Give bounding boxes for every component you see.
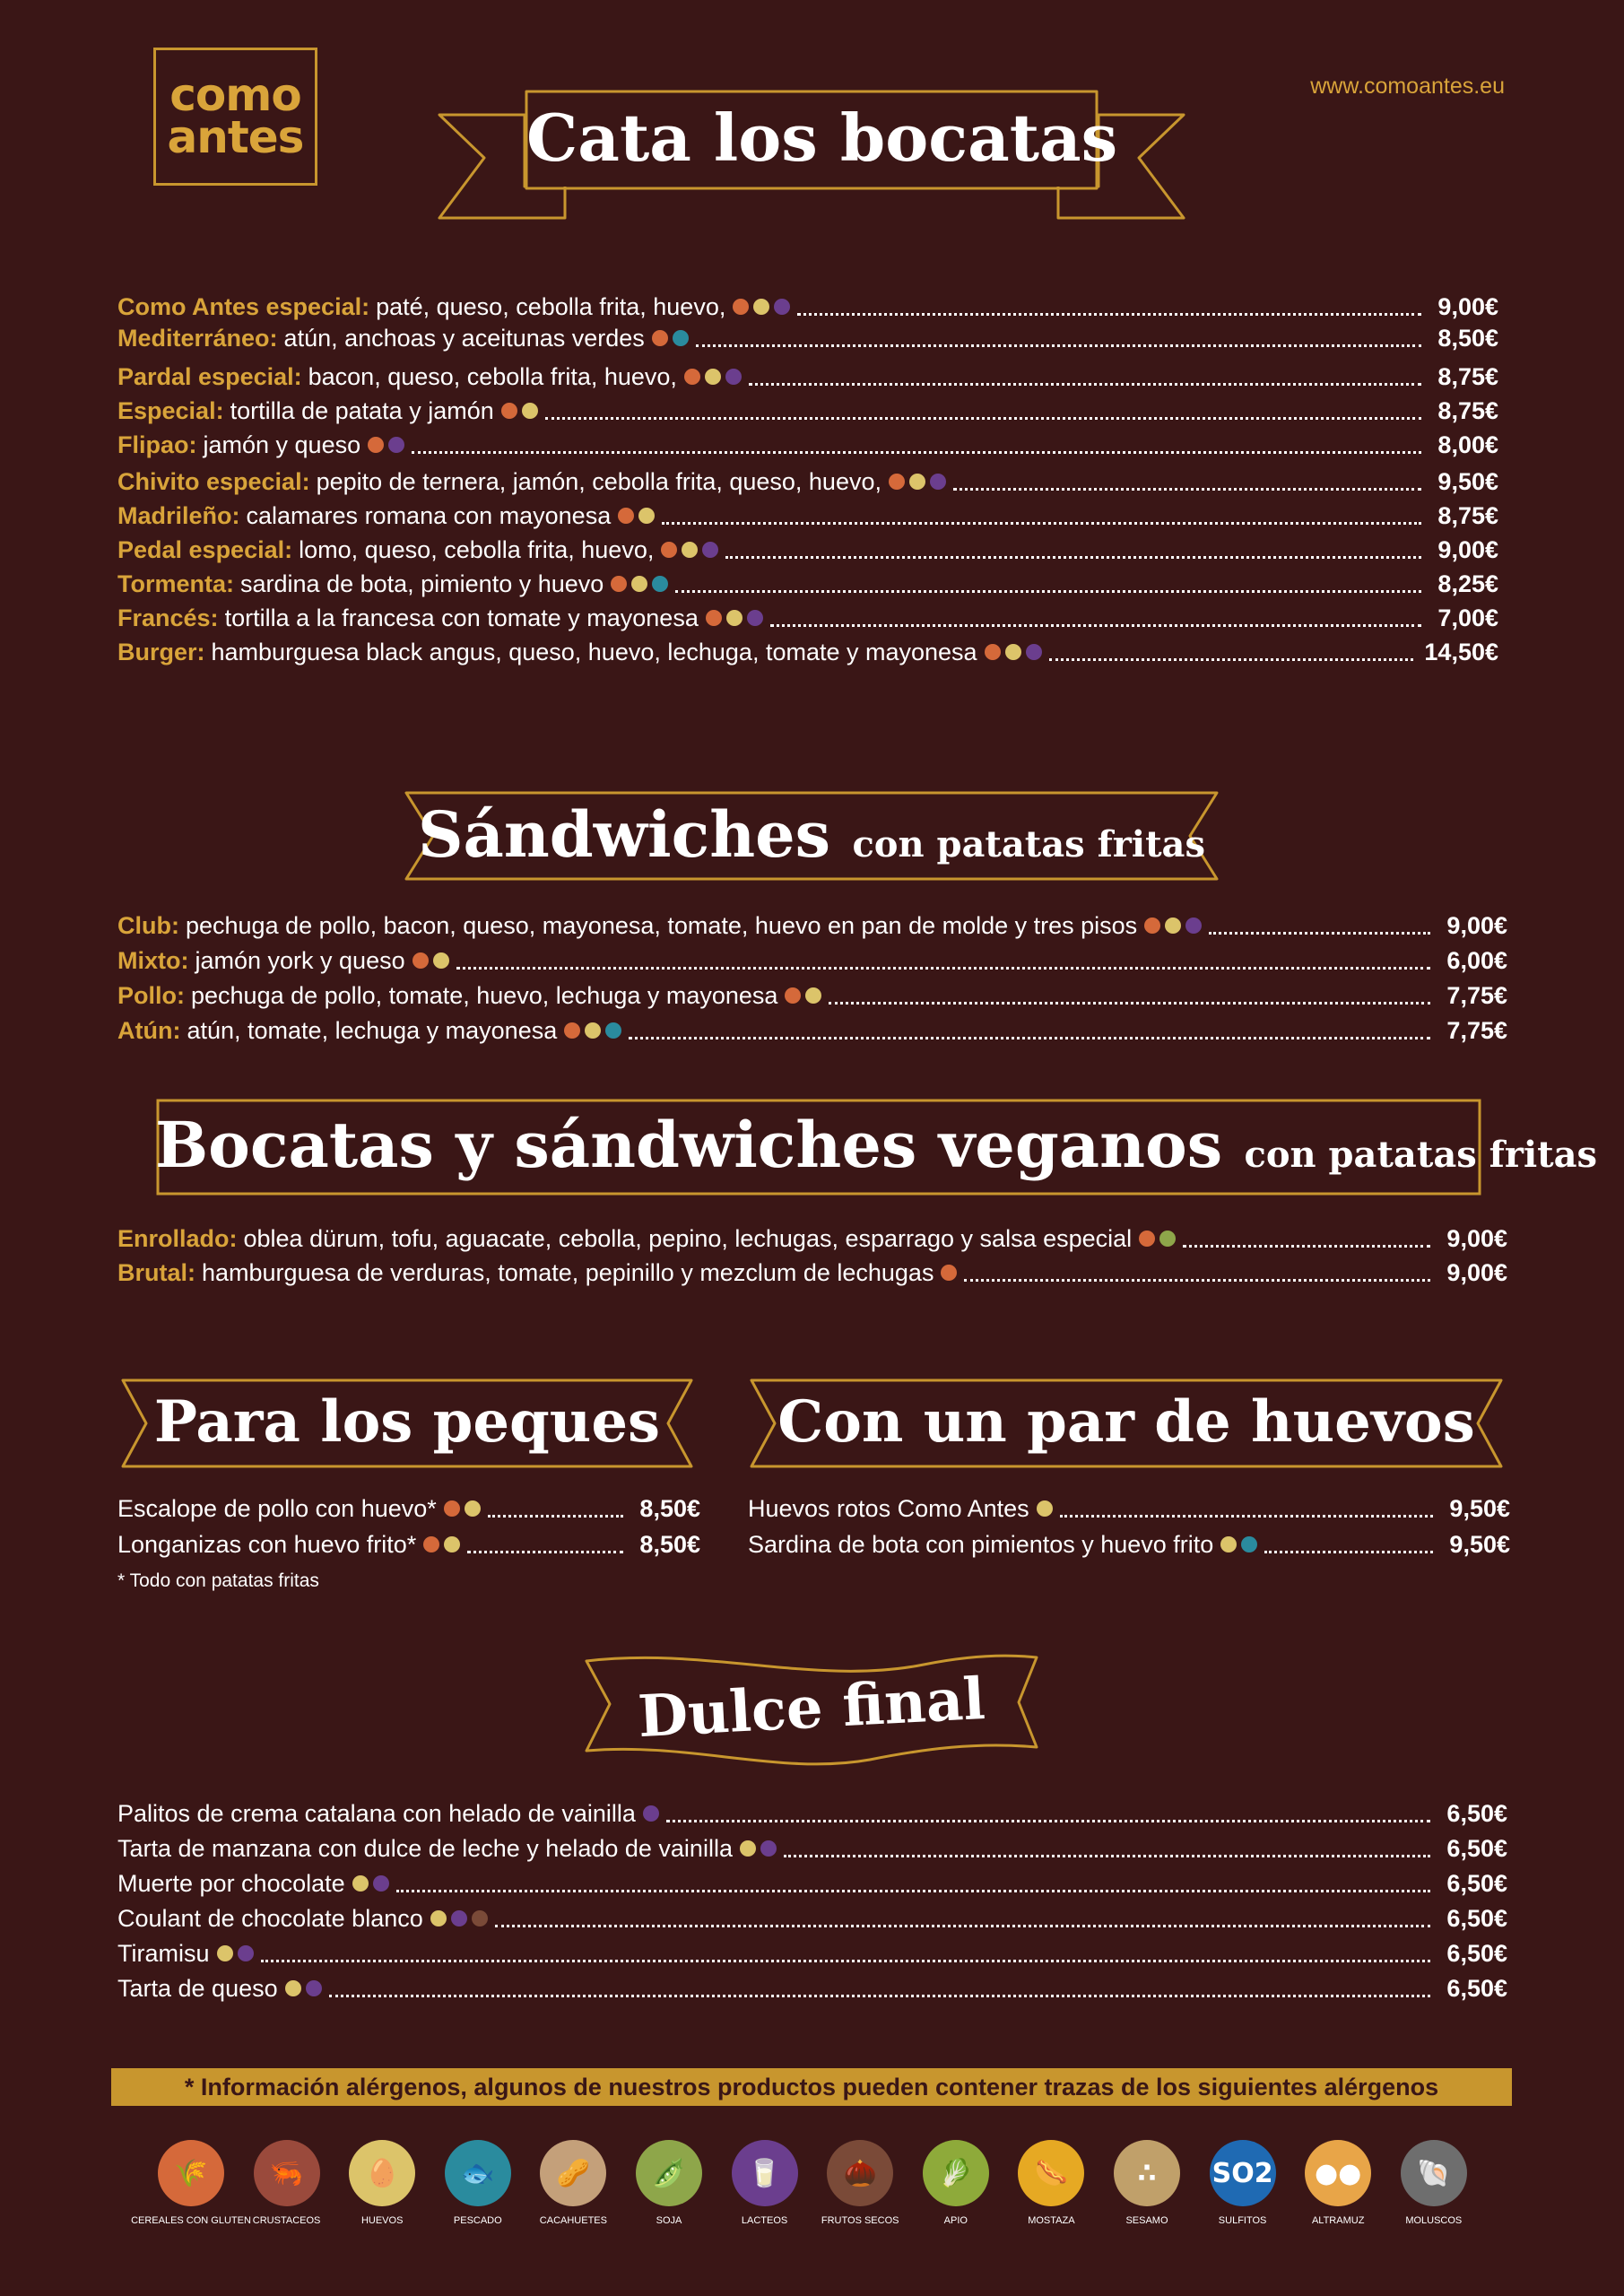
huevos-allergen-icon xyxy=(585,1022,601,1039)
menu-item-name: Burger: xyxy=(117,639,205,665)
menu-item xyxy=(117,500,1498,531)
gluten-allergen-icon xyxy=(684,369,700,385)
huevos-allergen-icon xyxy=(433,952,449,969)
allergen-label: CACAHUETES xyxy=(539,2215,607,2226)
menu-item-description: Coulant de chocolate blanco xyxy=(117,1905,423,1932)
allergen-legend-item xyxy=(1386,2140,1481,2226)
menu-item-price: 8,75€ xyxy=(1437,363,1498,390)
allergen-icons xyxy=(1037,1500,1053,1517)
dotted-leader xyxy=(412,451,1421,454)
menu-item xyxy=(117,637,1498,667)
lacteos-allergen-icon xyxy=(238,1945,254,1961)
dotted-leader xyxy=(1209,932,1430,935)
allergen-glyph: 🐚 xyxy=(1417,2157,1451,2189)
lacteos-allergen-icon xyxy=(388,437,404,453)
allergen-icons xyxy=(652,330,689,346)
dotted-leader xyxy=(396,1890,1430,1892)
frutos_secos-allergen-icon xyxy=(472,1910,488,1926)
allergen-label: MOLUSCOS xyxy=(1405,2215,1463,2226)
allergen-legend-item xyxy=(1003,2140,1099,2226)
dotted-leader xyxy=(467,1551,623,1553)
allergen-label: ALTRAMUZ xyxy=(1311,2215,1365,2226)
menu-item-description: Longanizas con huevo frito* xyxy=(117,1531,417,1558)
allergen-icons xyxy=(611,576,668,592)
lupin-icon xyxy=(1305,2140,1371,2206)
menu-item xyxy=(117,569,1498,599)
menu-item-name: Madrileño: xyxy=(117,502,240,529)
menu-item-price: 6,00€ xyxy=(1446,947,1507,974)
allergen-icons xyxy=(352,1875,389,1892)
menu-item xyxy=(117,945,1507,976)
menu-item-name: Brutal: xyxy=(117,1259,195,1286)
allergen-legend-item xyxy=(525,2140,621,2226)
title-peques: Para los peques xyxy=(153,1388,661,1456)
allergen-glyph: 🥚 xyxy=(365,2157,399,2189)
menu-item-name: Tormenta: xyxy=(117,570,235,597)
allergen-glyph: 🌾 xyxy=(174,2157,208,2189)
allergen-icons xyxy=(733,299,790,315)
huevos-allergen-icon xyxy=(631,576,647,592)
allergen-legend-item xyxy=(239,2140,334,2226)
dotted-leader xyxy=(456,967,1430,970)
dotted-leader xyxy=(662,522,1421,525)
menu-item xyxy=(117,1868,1507,1899)
allergen-glyph: ●● xyxy=(1315,2157,1362,2189)
peanut-icon xyxy=(540,2140,606,2206)
allergen-glyph: 🦐 xyxy=(269,2157,304,2189)
celery-icon xyxy=(923,2140,989,2206)
menu-item-price: 9,00€ xyxy=(1446,1225,1507,1252)
huevos-allergen-icon xyxy=(285,1980,301,1996)
logo-line-2: antes xyxy=(167,111,304,163)
menu-item-price: 6,50€ xyxy=(1446,1800,1507,1827)
fish-icon xyxy=(445,2140,511,2206)
huevos-allergen-icon xyxy=(1037,1500,1053,1517)
menu-item-description: bacon, queso, cebolla frita, huevo, xyxy=(308,363,677,390)
menu-item xyxy=(117,323,1498,353)
allergen-legend-item xyxy=(430,2140,525,2226)
menu-item xyxy=(117,430,1498,460)
allergen-legend-item xyxy=(908,2140,1003,2226)
peques-note: * Todo con patatas fritas xyxy=(117,1570,319,1591)
lacteos-allergen-icon xyxy=(760,1840,777,1857)
menu-item-price: 9,00€ xyxy=(1446,912,1507,939)
dotted-leader xyxy=(797,313,1421,316)
menu-item-description: pechuga de pollo, bacon, queso, mayonesa, tomate, huevo en pan de molde y tres pisos xyxy=(185,912,1138,939)
menu-item xyxy=(117,1903,1507,1934)
lacteos-allergen-icon xyxy=(373,1875,389,1892)
allergen-icons xyxy=(785,987,821,1004)
menu-item-description: paté, queso, cebolla frita, huevo, xyxy=(376,293,726,320)
huevos-allergen-icon xyxy=(1005,644,1021,660)
menu-item-price: 6,50€ xyxy=(1446,1940,1507,1967)
menu-item-price: 9,00€ xyxy=(1437,293,1498,320)
allergen-label: MOSTAZA xyxy=(1028,2215,1075,2226)
allergen-icons xyxy=(285,1980,322,1996)
menu-item-price: 6,50€ xyxy=(1446,1870,1507,1897)
allergen-icons xyxy=(643,1805,659,1822)
dotted-leader xyxy=(784,1855,1430,1857)
allergen-icons xyxy=(444,1500,481,1517)
menu-item xyxy=(117,1938,1507,1969)
menu-item-description: jamón york y queso xyxy=(195,947,405,974)
menu-item-name: Club: xyxy=(117,912,179,939)
huevos-allergen-icon xyxy=(352,1875,369,1892)
allergen-icons xyxy=(564,1022,621,1039)
allergen-legend-item xyxy=(621,2140,716,2226)
lacteos-allergen-icon xyxy=(930,474,946,490)
menu-item xyxy=(117,1493,700,1524)
menu-item-name: Especial: xyxy=(117,397,224,424)
gluten-allergen-icon xyxy=(661,542,677,558)
huevos-allergen-icon xyxy=(217,1945,233,1961)
allergen-icons xyxy=(740,1840,777,1857)
menu-item-price: 7,00€ xyxy=(1437,604,1498,631)
dotted-leader xyxy=(329,1995,1430,1997)
lacteos-allergen-icon xyxy=(702,542,718,558)
title-veganos xyxy=(155,1102,1598,1198)
allergen-icons xyxy=(413,952,449,969)
allergen-icons xyxy=(368,437,404,453)
allergen-icons xyxy=(1220,1536,1257,1552)
menu-item xyxy=(117,1973,1507,2004)
menu-item-price: 8,50€ xyxy=(639,1531,700,1558)
menu-item-description: pechuga de pollo, tomate, huevo, lechuga y mayonesa xyxy=(191,982,778,1009)
menu-item-price: 6,50€ xyxy=(1446,1905,1507,1932)
mustard-icon xyxy=(1018,2140,1084,2206)
sesame-icon xyxy=(1114,2140,1180,2206)
menu-item-description: Tarta de queso xyxy=(117,1975,278,2002)
allergen-label: SESAMO xyxy=(1125,2215,1168,2226)
menu-item-description: Sardina de bota con pimientos y huevo frito xyxy=(748,1531,1214,1558)
title-sandwiches-sub: con patatas fritas xyxy=(852,823,1205,865)
huevos-allergen-icon xyxy=(430,1910,447,1926)
title-sandwiches xyxy=(401,795,1222,885)
menu-item-price: 6,50€ xyxy=(1446,1835,1507,1862)
menu-item-name: Mixto: xyxy=(117,947,189,974)
menu-item-name: Enrollado: xyxy=(117,1225,238,1252)
huevos-allergen-icon xyxy=(909,474,925,490)
soy-icon xyxy=(636,2140,702,2206)
allergen-glyph: 🥜 xyxy=(556,2157,591,2189)
huevos-allergen-icon xyxy=(726,610,743,626)
menu-item-description: tortilla a la francesa con tomate y mayonesa xyxy=(224,604,699,631)
gluten-allergen-icon xyxy=(501,403,517,419)
allergen-legend-item xyxy=(1099,2140,1194,2226)
dotted-leader xyxy=(749,383,1421,386)
gluten-allergen-icon xyxy=(611,576,627,592)
allergen-icons xyxy=(661,542,718,558)
menu-item-description: hamburguesa black angus, queso, huevo, lechuga, tomate y mayonesa xyxy=(211,639,977,665)
allergen-icons xyxy=(618,508,655,524)
menu-item-description: Palitos de crema catalana con helado de vainilla xyxy=(117,1800,636,1827)
menu-item-price: 8,75€ xyxy=(1437,502,1498,529)
gluten-allergen-icon xyxy=(444,1500,460,1517)
dotted-leader xyxy=(261,1960,1430,1962)
menu-item-description: atún, tomate, lechuga y mayonesa xyxy=(187,1017,558,1044)
shell-icon xyxy=(1401,2140,1467,2206)
logo xyxy=(153,48,317,186)
menu-item-description: lomo, queso, cebolla frita, huevo, xyxy=(299,536,655,563)
logo-line-1: como xyxy=(169,69,301,121)
allergen-icons xyxy=(706,610,763,626)
menu-item xyxy=(117,361,1498,392)
menu-item-name: Francés: xyxy=(117,604,219,631)
menu-item xyxy=(748,1529,1510,1560)
dotted-leader xyxy=(1264,1551,1433,1553)
menu-item xyxy=(117,291,1498,322)
allergen-legend-item xyxy=(334,2140,430,2226)
menu-item xyxy=(117,910,1507,941)
huevos-allergen-icon xyxy=(805,987,821,1004)
title-huevos: Con un par de huevos xyxy=(777,1388,1475,1456)
menu-item xyxy=(117,535,1498,565)
dotted-leader xyxy=(829,1002,1430,1004)
menu-item-name: Pedal especial: xyxy=(117,536,293,563)
lacteos-allergen-icon xyxy=(747,610,763,626)
allergen-glyph: 🐟 xyxy=(461,2157,495,2189)
sulphite-icon xyxy=(1210,2140,1276,2206)
lacteos-allergen-icon xyxy=(451,1910,467,1926)
menu-item-description: Huevos rotos Como Antes xyxy=(748,1495,1029,1522)
dotted-leader xyxy=(1049,658,1414,661)
menu-item-description: Tarta de manzana con dulce de leche y helado de vainilla xyxy=(117,1835,733,1862)
menu-item-price: 7,75€ xyxy=(1446,1017,1507,1044)
menu-item-description: tortilla de patata y jamón xyxy=(230,397,494,424)
lacteos-allergen-icon xyxy=(643,1805,659,1822)
huevos-allergen-icon xyxy=(1165,918,1181,934)
menu-item-price: 9,50€ xyxy=(1449,1531,1510,1558)
menu-item-name: Atún: xyxy=(117,1017,181,1044)
shrimp-icon xyxy=(254,2140,320,2206)
milk-icon xyxy=(732,2140,798,2206)
dotted-leader xyxy=(1183,1245,1430,1248)
gluten-allergen-icon xyxy=(652,330,668,346)
allergen-icons xyxy=(501,403,538,419)
allergen-glyph: 🥛 xyxy=(747,2157,782,2189)
dotted-leader xyxy=(964,1279,1430,1282)
dotted-leader xyxy=(495,1925,1430,1927)
nut-icon xyxy=(827,2140,893,2206)
allergen-label: APIO xyxy=(943,2215,968,2226)
lacteos-allergen-icon xyxy=(725,369,742,385)
lacteos-allergen-icon xyxy=(306,1980,322,1996)
huevos-allergen-icon xyxy=(444,1536,460,1552)
pescado-allergen-icon xyxy=(673,330,689,346)
title-bocatas: Cata los bocatas xyxy=(526,100,1118,176)
dotted-leader xyxy=(545,417,1421,420)
menu-item-price: 6,50€ xyxy=(1446,1975,1507,2002)
menu-item xyxy=(117,1015,1507,1046)
allergen-icons xyxy=(1144,918,1202,934)
gluten-allergen-icon xyxy=(733,299,749,315)
gluten-allergen-icon xyxy=(1139,1231,1155,1247)
dotted-leader xyxy=(770,624,1421,627)
dotted-leader xyxy=(696,344,1421,347)
menu-item xyxy=(117,1833,1507,1864)
allergen-label: FRUTOS SECOS xyxy=(821,2215,899,2226)
gluten-allergen-icon xyxy=(889,474,905,490)
wheat-icon xyxy=(158,2140,224,2206)
gluten-allergen-icon xyxy=(706,610,722,626)
menu-item xyxy=(117,1223,1507,1254)
menu-item xyxy=(117,1529,700,1560)
menu-item xyxy=(117,1257,1507,1288)
allergen-label: SULFITOS xyxy=(1218,2215,1267,2226)
allergen-label: CRUSTACEOS xyxy=(252,2215,321,2226)
website-link[interactable]: www.comoantes.eu xyxy=(1310,74,1505,99)
title-veganos-main: Bocatas y sándwiches veganos xyxy=(155,1108,1223,1182)
gluten-allergen-icon xyxy=(1144,918,1160,934)
huevos-allergen-icon xyxy=(465,1500,481,1517)
gluten-allergen-icon xyxy=(941,1265,957,1281)
allergen-label: PESCADO xyxy=(453,2215,502,2226)
allergen-label: LACTEOS xyxy=(741,2215,788,2226)
allergen-glyph: SO2 xyxy=(1211,2157,1273,2189)
huevos-allergen-icon xyxy=(638,508,655,524)
menu-item-price: 9,50€ xyxy=(1437,468,1498,495)
menu-item-price: 9,50€ xyxy=(1449,1495,1510,1522)
menu-item-description: oblea dürum, tofu, aguacate, cebolla, pepino, lechugas, esparrago y salsa especial xyxy=(243,1225,1133,1252)
menu-item-price: 14,50€ xyxy=(1424,639,1498,665)
allergen-icons xyxy=(684,369,742,385)
allergen-legend-item xyxy=(812,2140,908,2226)
title-sandwiches-main: Sándwiches xyxy=(418,797,831,872)
lacteos-allergen-icon xyxy=(1185,918,1202,934)
menu-item-price: 8,00€ xyxy=(1437,431,1498,458)
dotted-leader xyxy=(666,1820,1430,1822)
menu-item-name: Mediterráneo: xyxy=(117,325,278,352)
huevos-allergen-icon xyxy=(753,299,769,315)
menu-item-price: 9,00€ xyxy=(1437,536,1498,563)
pescado-allergen-icon xyxy=(605,1022,621,1039)
allergen-glyph: 🥬 xyxy=(939,2157,973,2189)
allergen-icons xyxy=(423,1536,460,1552)
menu-item-description: pepito de ternera, jamón, cebolla frita, queso, huevo, xyxy=(316,468,881,495)
menu-item-name: Flipao: xyxy=(117,431,197,458)
dotted-leader xyxy=(725,556,1421,559)
gluten-allergen-icon xyxy=(423,1536,439,1552)
menu-item xyxy=(117,396,1498,426)
menu-item-description: hamburguesa de verduras, tomate, pepinillo y mezclum de lechugas xyxy=(202,1259,934,1286)
title-dulce: Dulce final xyxy=(636,1665,987,1752)
allergen-label: SOJA xyxy=(656,2215,682,2226)
allergen-icons xyxy=(217,1945,254,1961)
allergen-label: HUEVOS xyxy=(360,2215,404,2226)
gluten-allergen-icon xyxy=(368,437,384,453)
menu-item-description: Muerte por chocolate xyxy=(117,1870,345,1897)
allergen-legend-item xyxy=(1290,2140,1385,2226)
dotted-leader xyxy=(629,1037,1430,1039)
allergen-glyph: ∴ xyxy=(1137,2157,1157,2189)
allergen-icons xyxy=(889,474,946,490)
huevos-allergen-icon xyxy=(682,542,698,558)
gluten-allergen-icon xyxy=(564,1022,580,1039)
title-veganos-sub: con patatas fritas xyxy=(1244,1134,1598,1176)
menu-item-description: calamares romana con mayonesa xyxy=(246,502,612,529)
allergen-label: CEREALES CON GLUTEN xyxy=(131,2215,251,2226)
menu-item-price: 7,75€ xyxy=(1446,982,1507,1009)
egg-icon xyxy=(349,2140,415,2206)
menu-item-name: Como Antes especial: xyxy=(117,293,370,320)
huevos-allergen-icon xyxy=(1220,1536,1237,1552)
menu-item xyxy=(117,980,1507,1011)
dotted-leader xyxy=(488,1515,623,1518)
allergen-icons xyxy=(430,1910,488,1926)
allergen-icons xyxy=(1139,1231,1176,1247)
allergen-glyph: 🌰 xyxy=(843,2157,877,2189)
pescado-allergen-icon xyxy=(652,576,668,592)
allergen-glyph: 🌭 xyxy=(1034,2157,1069,2189)
menu-item-price: 9,00€ xyxy=(1446,1259,1507,1286)
allergen-legend-item xyxy=(1195,2140,1290,2226)
gluten-allergen-icon xyxy=(618,508,634,524)
huevos-allergen-icon xyxy=(740,1840,756,1857)
menu-item xyxy=(117,1798,1507,1829)
dotted-leader xyxy=(675,590,1421,593)
menu-item-description: atún, anchoas y aceitunas verdes xyxy=(283,325,645,352)
menu-item xyxy=(117,603,1498,633)
apio-allergen-icon xyxy=(1159,1231,1176,1247)
menu-item-price: 8,75€ xyxy=(1437,397,1498,424)
allergen-icons xyxy=(985,644,1042,660)
menu-item-description: Tiramisu xyxy=(117,1940,210,1967)
huevos-allergen-icon xyxy=(705,369,721,385)
menu-item-name: Pardal especial: xyxy=(117,363,302,390)
huevos-allergen-icon xyxy=(522,403,538,419)
gluten-allergen-icon xyxy=(985,644,1001,660)
menu-item-description: sardina de bota, pimiento y huevo xyxy=(240,570,604,597)
gluten-allergen-icon xyxy=(413,952,429,969)
menu-item xyxy=(748,1493,1510,1524)
allergen-icons xyxy=(941,1265,957,1281)
dotted-leader xyxy=(1060,1515,1433,1518)
menu-item-name: Pollo: xyxy=(117,982,185,1009)
lacteos-allergen-icon xyxy=(774,299,790,315)
menu-item-price: 8,25€ xyxy=(1437,570,1498,597)
allergen-legend-item xyxy=(131,2140,251,2226)
allergen-glyph: 🫛 xyxy=(652,2157,686,2189)
menu-item-price: 8,50€ xyxy=(639,1495,700,1522)
allergen-info-bar: * Información alérgenos, algunos de nuestros productos pueden contener trazas de los siguientes alérgenos xyxy=(111,2068,1512,2106)
menu-item xyxy=(117,466,1498,497)
pescado-allergen-icon xyxy=(1241,1536,1257,1552)
menu-item-description: Escalope de pollo con huevo* xyxy=(117,1495,437,1522)
menu-item-description: jamón y queso xyxy=(203,431,361,458)
menu-item-price: 8,50€ xyxy=(1437,325,1498,352)
menu-item-name: Chivito especial: xyxy=(117,468,310,495)
dotted-leader xyxy=(953,488,1421,491)
gluten-allergen-icon xyxy=(785,987,801,1004)
lacteos-allergen-icon xyxy=(1026,644,1042,660)
allergen-legend-item xyxy=(717,2140,812,2226)
